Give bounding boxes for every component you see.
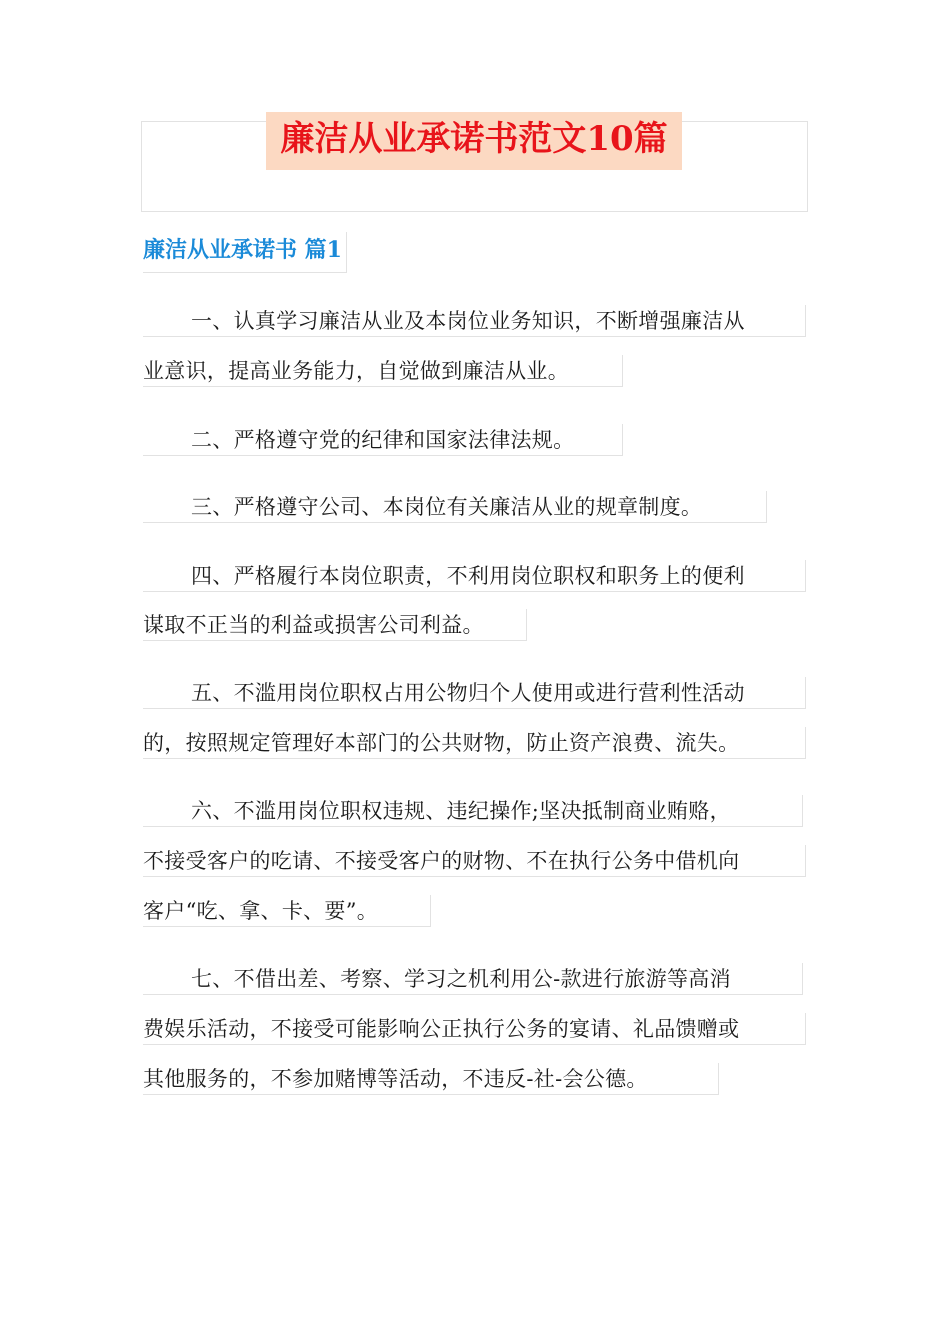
paragraph-1-line-1: 一、认真学习廉洁从业及本岗位业务知识，不断增强廉洁从	[143, 305, 806, 337]
paragraph-7-line-1: 七、不借出差、考察、学习之机利用公-款进行旅游等高消	[143, 963, 803, 995]
paragraph-6-line-3: 客户“吃、拿、卡、要”。	[143, 895, 431, 927]
paragraph-2-line-1: 二、严格遵守党的纪律和国家法律法规。	[143, 424, 623, 456]
paragraph-4-line-2: 谋取不正当的利益或损害公司利益。	[143, 609, 527, 641]
paragraph-1-line-2: 业意识，提高业务能力，自觉做到廉洁从业。	[143, 355, 623, 387]
paragraph-4-line-1: 四、严格履行本岗位职责，不利用岗位职权和职务上的便利	[143, 560, 806, 592]
paragraph-5-line-1: 五、不滥用岗位职权占用公物归个人使用或进行营利性活动	[143, 677, 806, 709]
paragraph-7-line-2: 费娱乐活动，不接受可能影响公正执行公务的宴请、礼品馈赠或	[143, 1013, 806, 1045]
paragraph-7-line-3: 其他服务的，不参加赌博等活动，不违反-社-会公德。	[143, 1063, 719, 1095]
document-title: 廉洁从业承诺书范文10篇	[266, 112, 682, 170]
paragraph-6-line-1: 六、不滥用岗位职权违规、违纪操作;坚决抵制商业贿赂，	[143, 795, 803, 827]
section-heading: 廉洁从业承诺书 篇1	[143, 232, 347, 273]
paragraph-5-line-2: 的，按照规定管理好本部门的公共财物，防止资产浪费、流失。	[143, 727, 806, 759]
paragraph-3-line-1: 三、严格遵守公司、本岗位有关廉洁从业的规章制度。	[143, 491, 767, 523]
paragraph-6-line-2: 不接受客户的吃请、不接受客户的财物、不在执行公务中借机向	[143, 845, 806, 877]
